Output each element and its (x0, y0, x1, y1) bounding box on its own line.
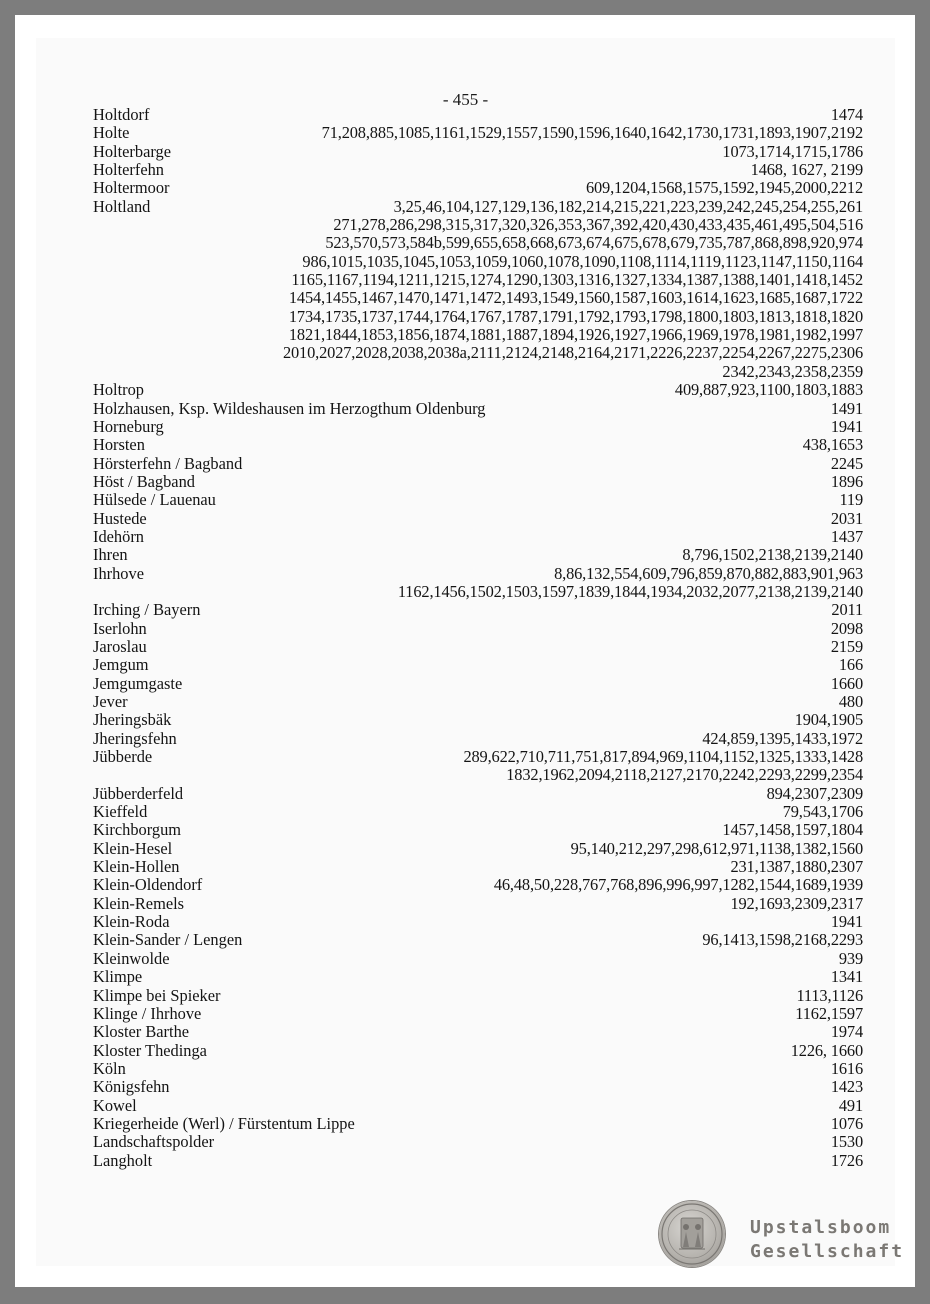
place-name: Jübberderfeld (93, 783, 184, 803)
index-entry (93, 143, 863, 161)
place-name: Holtrop (93, 380, 144, 400)
index-entry (93, 931, 863, 949)
index-entry (93, 1078, 863, 1096)
place-name: Klein-Hollen (93, 857, 180, 877)
document-numbers: 2098 (830, 618, 863, 638)
document-numbers: 1423 (830, 1077, 863, 1097)
index-entry (93, 198, 863, 216)
document-numbers: 79,543,1706 (782, 802, 863, 822)
index-entry (93, 289, 863, 307)
document-numbers: 271,278,286,298,315,317,320,326,353,367,392,420,430,433,435,461,495,504,516 (333, 215, 863, 235)
index-entry (93, 161, 863, 179)
document-numbers: 609,1204,1568,1575,1592,1945,2000,2212 (585, 178, 863, 198)
place-name: Köln (93, 1058, 126, 1078)
index-entry (93, 821, 863, 839)
index-entry (93, 528, 863, 546)
document-numbers: 1941 (830, 416, 863, 436)
document-numbers: 1454,1455,1467,1470,1471,1472,1493,1549,1560,1587,1603,1614,1623,1685,1687,1722 (288, 288, 863, 308)
document-numbers: 2010,2027,2028,2038,2038a,2111,2124,2148,2164,2171,2226,2237,2254,2267,2275,2306 (282, 343, 863, 363)
page-number: - 455 - (442, 90, 489, 109)
document-numbers: 95,140,212,297,298,612,971,1138,1382,1560 (570, 838, 863, 858)
document-numbers: 1073,1714,1715,1786 (722, 141, 863, 161)
index-entry (93, 491, 863, 509)
index-entry (93, 1115, 863, 1133)
place-name: Klinge / Ihrhove (93, 1003, 202, 1023)
document-numbers: 1076 (830, 1113, 863, 1133)
document-numbers: 1616 (830, 1058, 863, 1078)
index-entry (93, 271, 863, 289)
document-numbers: 46,48,50,228,767,768,896,996,997,1282,1544,1689,1939 (493, 875, 863, 895)
document-numbers: 2159 (830, 636, 863, 656)
index-entry (93, 730, 863, 748)
document-numbers: 438,1653 (802, 435, 863, 455)
index-entry (93, 638, 863, 656)
document-numbers: 71,208,885,1085,1161,1529,1557,1590,1596,1640,1642,1730,1731,1893,1907,2192 (321, 123, 863, 143)
document-numbers: 1904,1905 (794, 710, 863, 730)
index-entry (93, 656, 863, 674)
index-entry (93, 253, 863, 271)
place-name: Jever (93, 692, 128, 711)
document-numbers: 3,25,46,104,127,129,136,182,214,215,221,223,239,242,245,254,255,261 (393, 196, 863, 216)
index-entry (93, 1097, 863, 1115)
document-numbers: 491 (838, 1095, 863, 1115)
index-entry (93, 748, 863, 766)
document-numbers: 1530 (830, 1132, 863, 1152)
document-numbers: 2342,2343,2358,2359 (722, 361, 863, 381)
watermark-line-1: Upstalsboom (750, 1217, 892, 1238)
index-entry (93, 601, 863, 619)
document-numbers: 1226, 1660 (790, 1040, 863, 1060)
document-numbers: 1821,1844,1853,1856,1874,1881,1887,1894,1926,1927,1966,1969,1978,1981,1982,1997 (288, 325, 863, 345)
place-name: Irching / Bayern (93, 600, 201, 620)
society-watermark (750, 1216, 904, 1264)
place-name: Holtermoor (93, 178, 170, 198)
index-entry (93, 711, 863, 729)
place-name: Kieffeld (93, 802, 148, 822)
place-name: Königsfehn (93, 1077, 170, 1097)
place-name: Klein-Remels (93, 893, 185, 913)
index-entry (93, 1042, 863, 1060)
document-numbers: 1437 (830, 526, 863, 546)
place-name: Holzhausen, Ksp. Wildeshausen im Herzogthum Oldenburg (93, 398, 486, 418)
document-numbers: 1734,1735,1737,1744,1764,1767,1787,1791,1792,1793,1798,1800,1803,1813,1818,1820 (288, 306, 863, 326)
index-entry (93, 106, 863, 124)
document-numbers: 1941 (830, 912, 863, 932)
place-name: Horneburg (93, 416, 164, 436)
index-entry (93, 675, 863, 693)
document-numbers: 2011 (831, 600, 863, 620)
place-name: Jheringsfehn (93, 728, 177, 748)
place-name: Jaroslau (93, 636, 147, 656)
place-name: Landschaftspolder (93, 1132, 215, 1152)
document-numbers: 8,86,132,554,609,796,859,870,882,883,901,963 (554, 563, 863, 583)
index-entry (93, 473, 863, 491)
index-entry (93, 803, 863, 821)
document-numbers: 424,859,1395,1433,1972 (702, 728, 863, 748)
place-name: Kloster Barthe (93, 1022, 190, 1042)
document-numbers: 1474 (830, 105, 863, 124)
place-index-list (93, 106, 863, 1170)
document-numbers: 2245 (830, 453, 863, 473)
watermark-line-2: Gesellschaft (750, 1241, 905, 1262)
document-numbers: 1832,1962,2094,2118,2127,2170,2242,2293,2299,2354 (506, 765, 863, 785)
place-name: Holterbarge (93, 141, 171, 161)
document-numbers: 986,1015,1035,1045,1053,1059,1060,1078,1090,1108,1114,1119,1123,1147,1150,1164 (302, 251, 863, 271)
index-entry (93, 785, 863, 803)
place-name: Holtdorf (93, 105, 150, 124)
document-numbers: 96,1413,1598,2168,2293 (702, 930, 863, 950)
index-entry (93, 1023, 863, 1041)
document-numbers: 192,1693,2309,2317 (730, 893, 863, 913)
index-entry (93, 693, 863, 711)
document-numbers: 894,2307,2309 (766, 783, 863, 803)
document-numbers: 2031 (830, 508, 863, 528)
index-entry (93, 400, 863, 418)
document-numbers: 8,796,1502,2138,2139,2140 (682, 545, 863, 565)
document-numbers: 409,887,923,1100,1803,1883 (674, 380, 863, 400)
document-numbers: 166 (838, 655, 863, 675)
place-name: Klimpe (93, 967, 143, 987)
index-entry (93, 766, 863, 784)
document-numbers: 1491 (830, 398, 863, 418)
index-entry (93, 950, 863, 968)
document-numbers: 1896 (830, 471, 863, 491)
index-entry (93, 418, 863, 436)
place-name: Ihren (93, 545, 128, 565)
place-name: Kriegerheide (Werl) / Fürstentum Lippe (93, 1113, 355, 1133)
index-entry (93, 455, 863, 473)
place-name: Iserlohn (93, 618, 147, 638)
document-numbers: 1162,1597 (795, 1003, 863, 1023)
document-numbers: 1165,1167,1194,1211,1215,1274,1290,1303,1316,1327,1334,1387,1388,1401,1418,1452 (291, 270, 863, 290)
index-entry (93, 234, 863, 252)
place-name: Jheringsbäk (93, 710, 172, 730)
place-name: Hörsterfehn / Bagband (93, 453, 243, 473)
place-name: Kloster Thedinga (93, 1040, 207, 1060)
document-numbers: 1113,1126 (796, 985, 863, 1005)
place-name: Klein-Hesel (93, 838, 173, 858)
index-entry (93, 987, 863, 1005)
index-entry (93, 344, 863, 362)
index-entry (93, 840, 863, 858)
index-entry (93, 565, 863, 583)
index-entry (93, 326, 863, 344)
index-entry (93, 1005, 863, 1023)
society-seal-icon (659, 1201, 725, 1267)
document-numbers: 1726 (830, 1150, 863, 1170)
place-name: Kleinwolde (93, 948, 170, 968)
document-numbers: 289,622,710,711,751,817,894,969,1104,1152,1325,1333,1428 (463, 747, 863, 767)
index-entry (93, 363, 863, 381)
place-name: Jübberde (93, 747, 153, 767)
index-entry (93, 895, 863, 913)
place-name: Klimpe bei Spieker (93, 985, 221, 1005)
document-numbers: 523,570,573,584b,599,655,658,668,673,674,675,678,679,735,787,868,898,920,974 (325, 233, 863, 253)
index-entry (93, 913, 863, 931)
document-numbers: 1457,1458,1597,1804 (722, 820, 863, 840)
index-entry (93, 381, 863, 399)
index-entry (93, 308, 863, 326)
place-name: Klein-Sander / Lengen (93, 930, 243, 950)
place-name: Höst / Bagband (93, 471, 195, 491)
document-numbers: 939 (838, 948, 863, 968)
document-numbers: 1341 (830, 967, 863, 987)
document-numbers: 1974 (830, 1022, 863, 1042)
place-name: Kowel (93, 1095, 137, 1115)
place-name: Hülsede / Lauenau (93, 490, 216, 510)
index-entry (93, 1152, 863, 1170)
place-name: Klein-Oldendorf (93, 875, 203, 895)
document-numbers: 1162,1456,1502,1503,1597,1839,1844,1934,2032,2077,2138,2139,2140 (397, 581, 863, 601)
index-entry (93, 858, 863, 876)
document-numbers: 1660 (830, 673, 863, 693)
index-entry (93, 1060, 863, 1078)
index-entry (93, 436, 863, 454)
index-entry (93, 124, 863, 142)
document-numbers: 231,1387,1880,2307 (730, 857, 863, 877)
index-entry (93, 1133, 863, 1151)
index-entry (93, 968, 863, 986)
place-name: Holterfehn (93, 160, 164, 180)
document-numbers: 1468, 1627, 2199 (750, 160, 863, 180)
index-entry (93, 583, 863, 601)
place-name: Jemgum (93, 655, 149, 675)
place-name: Ihrhove (93, 563, 144, 583)
place-name: Idehörn (93, 526, 144, 546)
place-name: Klein-Roda (93, 912, 170, 932)
document-numbers: 119 (839, 490, 863, 510)
place-name: Langholt (93, 1150, 153, 1170)
document-numbers: 480 (838, 692, 863, 711)
place-name: Hustede (93, 508, 147, 528)
index-entry (93, 620, 863, 638)
index-entry (93, 546, 863, 564)
place-name: Holtland (93, 196, 151, 216)
index-entry (93, 510, 863, 528)
place-name: Horsten (93, 435, 145, 455)
index-entry (93, 876, 863, 894)
index-entry (93, 216, 863, 234)
place-name: Holte (93, 123, 130, 143)
index-entry (93, 179, 863, 197)
place-name: Jemgumgaste (93, 673, 183, 693)
place-name: Kirchborgum (93, 820, 182, 840)
